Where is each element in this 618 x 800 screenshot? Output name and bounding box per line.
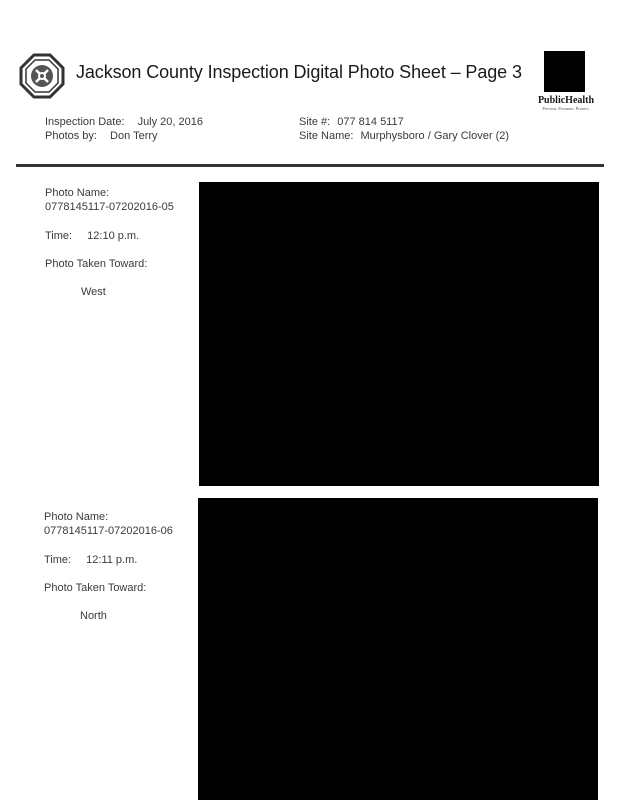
inspection-date-label: Inspection Date: [45,116,125,128]
photo-1-time-row [45,230,139,243]
photo-2-image [198,498,598,800]
photo-1-time: 12:10 p.m. [87,230,140,242]
inspection-date-row [45,116,203,128]
photo-1-toward: West [81,286,106,298]
header-divider [16,164,604,167]
photo-2-time: 12:11 p.m. [86,554,138,566]
photos-by-label: Photos by: [45,130,97,142]
photo-2-name-label: Photo Name: [44,511,109,523]
photos-by-value: Don Terry [110,130,158,142]
page-title: Jackson County Inspection Digital Photo Sheet – Page 3 [76,62,522,82]
photo-1-name: 0778145117-07202016-05 [45,201,174,213]
photo-2-toward: North [80,610,107,622]
photos-by-row [45,130,158,142]
site-num-value: 077 814 5117 [337,116,404,128]
photo-2-name: 0778145117-07202016-06 [44,525,173,537]
public-health-logo [544,51,585,92]
site-num-label: Site #: [299,116,331,128]
photo-1-name-label: Photo Name: [45,187,110,199]
inspection-date-value: July 20, 2016 [137,116,203,128]
photo-2-toward-label: Photo Taken Toward: [44,582,147,594]
photo-1-image [199,182,599,486]
site-num-row [299,116,404,128]
brand-tagline: Prevent. Promote. Protect. [542,106,590,111]
brand-name: PublicHealth [537,95,595,106]
site-name-row [299,130,509,142]
photo-2-time-row [44,554,137,567]
photo-1-time-label: Time: [45,230,73,242]
site-name-label: Site Name: [299,130,354,142]
photo-1-toward-label: Photo Taken Toward: [45,258,148,270]
county-seal-icon [18,52,66,100]
site-name-value: Murphysboro / Gary Clover (2) [360,130,510,142]
photo-2-time-label: Time: [44,554,72,566]
